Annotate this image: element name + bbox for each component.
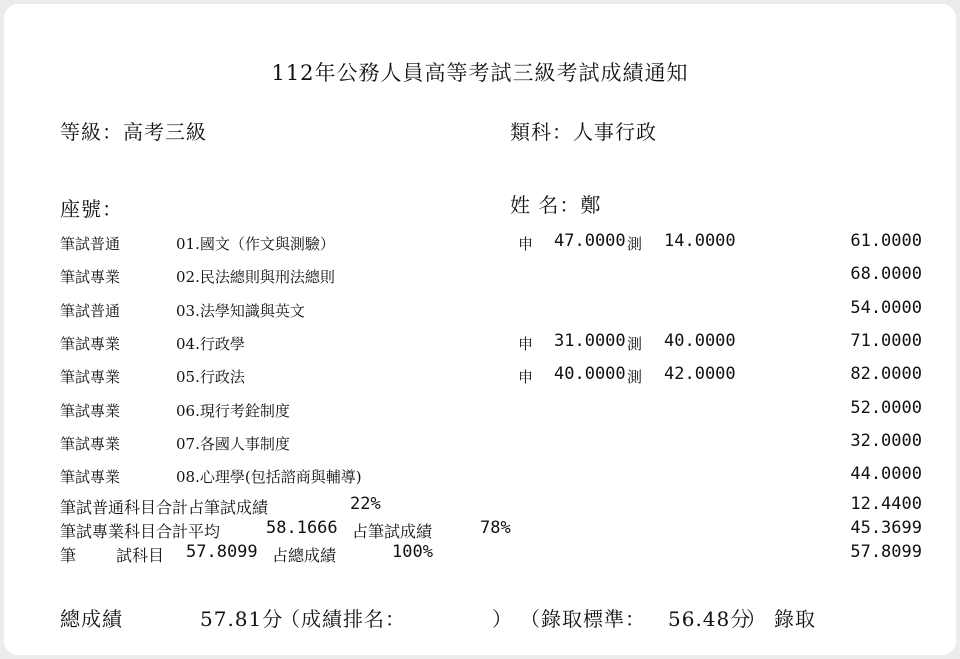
subject-score: 52.0000: [850, 398, 922, 418]
name-value: 鄭: [580, 193, 602, 217]
essay-score: 47.0000: [554, 231, 626, 251]
result-text: 錄取: [774, 607, 816, 631]
general-summary-text: 筆試普通科目合計占筆試成績: [60, 498, 269, 517]
subject-score: 61.0000: [850, 231, 922, 251]
subject-score: 68.0000: [850, 264, 922, 284]
subject-type: 筆試專業: [60, 268, 121, 286]
level-field: [60, 116, 207, 145]
essay-score: 31.0000: [554, 331, 626, 351]
prof-summary-avg: 58.1666: [266, 518, 338, 538]
subject-name: 03.法學知識與英文: [176, 302, 305, 320]
prof-summary-value: 45.3699: [850, 518, 922, 538]
subject-type: 筆試專業: [60, 368, 121, 386]
subject-type: 筆試專業: [60, 435, 121, 453]
general-summary-pct: 22%: [350, 494, 381, 514]
level-value: 高考三級: [123, 120, 207, 144]
subject-type: 筆試專業: [60, 468, 121, 486]
written-summary-score: 57.8099: [186, 542, 258, 562]
essay-label: 申: [518, 368, 534, 386]
subject-score: 54.0000: [850, 298, 922, 318]
general-summary-value: 12.4400: [850, 494, 922, 514]
category-field: [510, 116, 657, 145]
subject-type: 筆試普通: [60, 235, 121, 253]
test-score: 14.0000: [664, 231, 736, 251]
total-score: 57.81分: [200, 607, 284, 631]
name-field: [510, 189, 601, 218]
rank-label: （成績排名：: [280, 607, 406, 631]
criteria-label: （錄取標準：: [520, 607, 646, 631]
written-summary-b: 試科目: [116, 546, 165, 565]
test-label: 測: [627, 235, 643, 253]
test-label: 測: [627, 368, 643, 386]
rank-close: ）: [492, 607, 513, 631]
subject-name: 02.民法總則與刑法總則: [176, 268, 335, 286]
name-label: 姓 名：: [510, 193, 581, 217]
subject-name: 08.心理學(包括諮商與輔導): [176, 468, 362, 486]
prof-summary-pct: 78%: [480, 518, 511, 538]
subject-name: 05.行政法: [176, 368, 245, 386]
essay-label: 申: [518, 335, 534, 353]
subject-name: 07.各國人事制度: [176, 435, 290, 453]
category-value: 人事行政: [573, 120, 657, 144]
written-summary-pct: 100%: [392, 542, 433, 562]
seat-label: 座號：: [60, 197, 123, 221]
document-title: 112年公務人員高等考試三級考試成績通知: [271, 61, 689, 85]
test-score: 40.0000: [664, 331, 736, 351]
test-label: 測: [627, 335, 643, 353]
subject-name: 04.行政學: [176, 335, 245, 353]
criteria-value: 56.48分: [668, 607, 752, 631]
subject-score: 71.0000: [850, 331, 922, 351]
subject-score: 82.0000: [850, 364, 922, 384]
subject-type: 筆試專業: [60, 335, 121, 353]
total-label: 總成績: [60, 607, 123, 631]
prof-summary-text: 筆試專業科目合計平均: [60, 522, 221, 541]
subject-type: 筆試普通: [60, 302, 121, 320]
subject-name: 01.國文（作文與測驗）: [176, 235, 335, 253]
category-label: 類科：: [510, 120, 573, 144]
subject-score: 44.0000: [850, 464, 922, 484]
score-notice-sheet: [4, 4, 956, 655]
written-summary-a: 筆: [60, 546, 77, 565]
written-summary-value: 57.8099: [850, 542, 922, 562]
criteria-close: ）: [746, 607, 767, 631]
test-score: 42.0000: [664, 364, 736, 384]
essay-score: 40.0000: [554, 364, 626, 384]
essay-label: 申: [518, 235, 534, 253]
prof-summary-mid: 占筆試成績: [352, 522, 433, 541]
level-label: 等級：: [60, 120, 123, 144]
subject-type: 筆試專業: [60, 402, 121, 420]
subject-name: 06.現行考銓制度: [176, 402, 290, 420]
written-summary-mid: 占總成績: [272, 546, 337, 565]
subject-score: 32.0000: [850, 431, 922, 451]
